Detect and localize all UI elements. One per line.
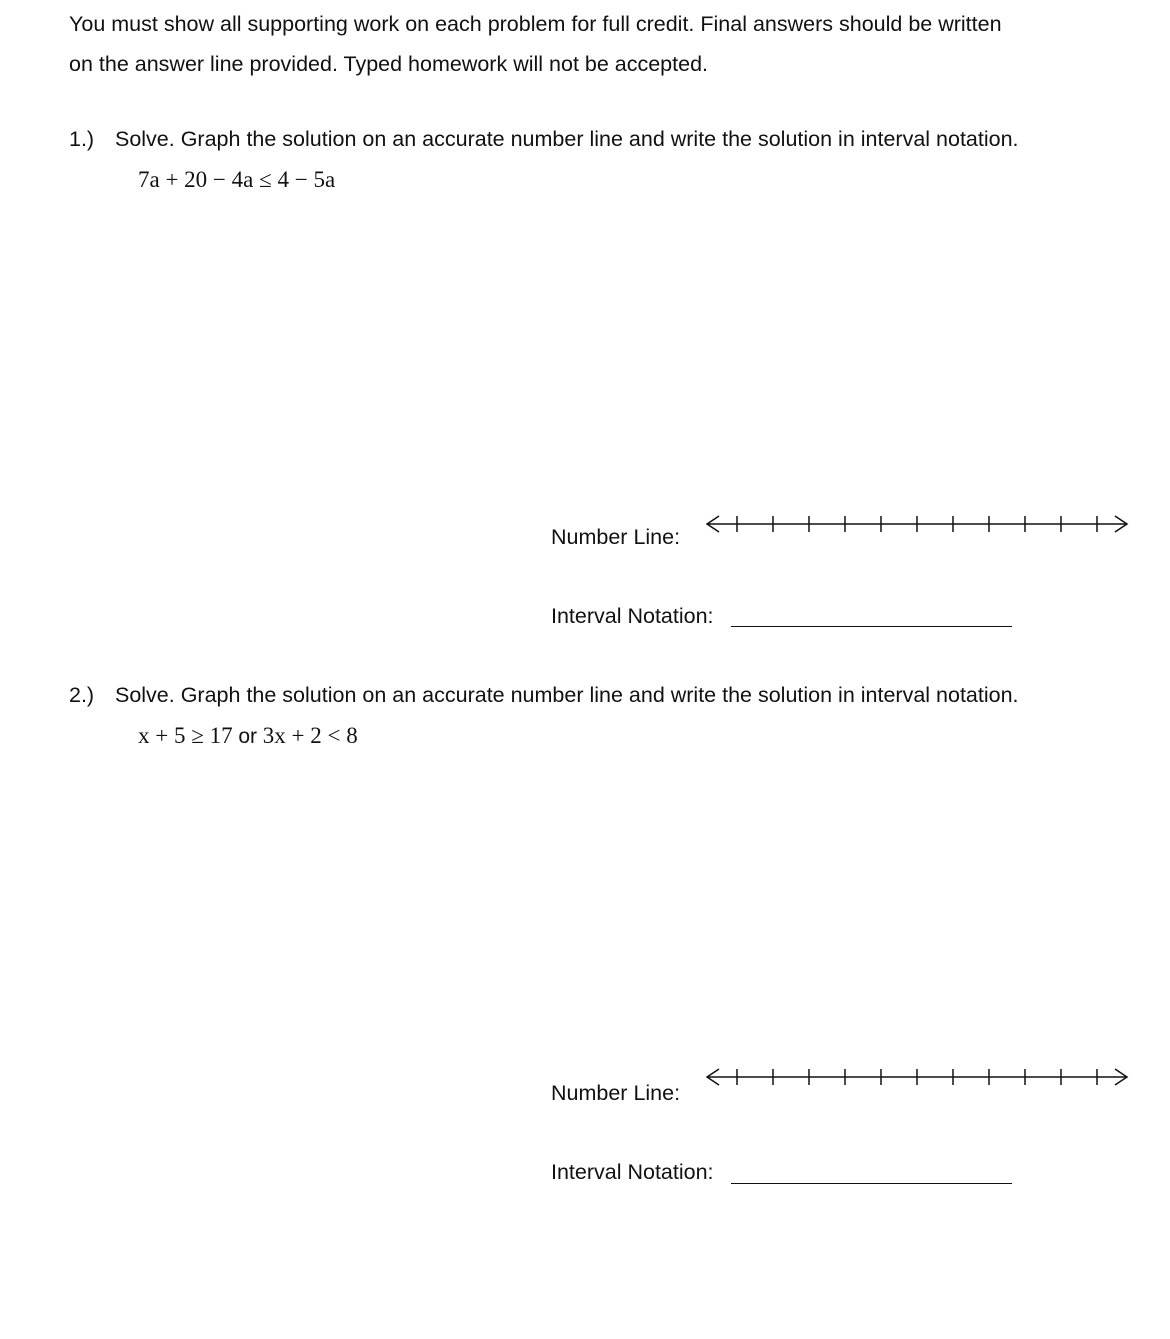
instructions-line-2: on the answer line provided. Typed homework will not be accepted. — [69, 52, 709, 76]
problem-1-text: Solve. Graph the solution on an accurate number line and write the solution in interval notation. — [114, 127, 1019, 151]
problem-2-expression — [138, 722, 358, 751]
problem-2-number-line-label: Number Line: — [551, 1081, 681, 1105]
problem-2-prompt — [69, 681, 1019, 709]
problem-2-connector: or — [238, 725, 258, 748]
problem-1-expression — [138, 166, 335, 194]
problem-1-answer-line[interactable] — [731, 626, 1012, 627]
instructions-line-1: You must show all supporting work on each problem for full credit. Final answers should be written — [69, 12, 1002, 36]
problem-2-number-line[interactable] — [703, 1062, 1131, 1092]
problem-2-inequality-1: x + 5 ≥ 17 — [138, 723, 233, 748]
problem-1-number-line[interactable] — [703, 509, 1131, 539]
problem-1-prompt — [69, 125, 1019, 153]
problem-1-number-line-label: Number Line: — [551, 525, 681, 549]
problem-1-inequality: 7a + 20 − 4a ≤ 4 − 5a — [138, 167, 336, 192]
problem-2-number: 2.) — [69, 683, 95, 707]
problem-2-inequality-2: 3x + 2 < 8 — [262, 723, 358, 748]
instructions — [69, 4, 1129, 84]
problem-2-interval-label: Interval Notation: — [551, 1160, 714, 1184]
problem-1-interval-label: Interval Notation: — [551, 604, 714, 628]
problem-2-text: Solve. Graph the solution on an accurate number line and write the solution in interval notation. — [114, 683, 1019, 707]
problem-2-answer-line[interactable] — [731, 1183, 1012, 1184]
problem-1-number: 1.) — [69, 127, 95, 151]
